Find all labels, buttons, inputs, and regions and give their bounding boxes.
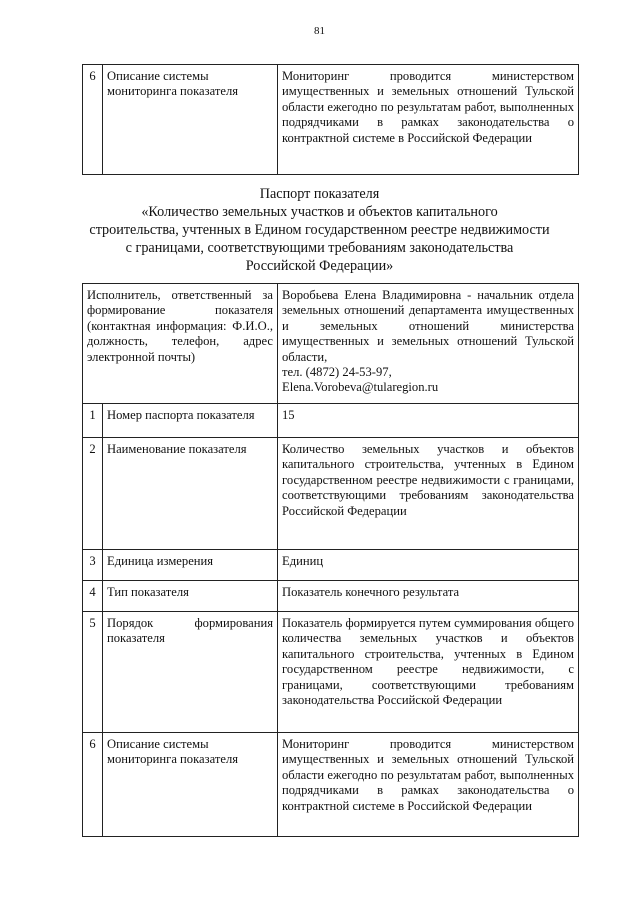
executor-value	[278, 284, 579, 404]
executor-name-position: Воробьева Елена Владимировна - начальник отдела земельных отношений департамента имущественных и земельных отношений министерства имущественных и земельных отношений Тульской области,	[282, 288, 574, 364]
row-value: Показатель конечного результата	[278, 581, 579, 612]
executor-email: Elena.Vorobeva@tularegion.ru	[282, 380, 439, 395]
row-number: 2	[83, 438, 103, 550]
passport-heading	[0, 185, 639, 275]
row-number: 4	[83, 581, 103, 612]
page-number: 81	[314, 25, 325, 37]
row-value: 15	[278, 404, 579, 438]
passport-subtitle-line: с границами, соответствующими требованиям законодательства	[125, 240, 514, 256]
executor-label: Исполнитель, ответственный за формирование показателя (контактная информация: Ф.И.О., должность, телефон, адрес электронной почты)	[83, 284, 278, 404]
passport-title: Паспорт показателя	[259, 186, 380, 202]
table-row	[83, 550, 579, 581]
continued-passport-table	[82, 64, 579, 175]
executor-row	[83, 284, 579, 404]
row-label: Номер паспорта показателя	[103, 404, 278, 438]
table-row	[83, 438, 579, 550]
row-value: Количество земельных участков и объектов капитального строительства, учтенных в Едином государственном реестре недвижимости с границами, соответствующими требованиям законодательства Российской Федерации	[278, 438, 579, 550]
row-number: 3	[83, 550, 103, 581]
passport-table	[82, 283, 579, 837]
table-row	[83, 733, 579, 837]
executor-phone: тел. (4872) 24-53-97,	[282, 365, 392, 380]
row-value: Показатель формируется путем суммирования общего количества земельных участков и объектов капитального строительства, учтенных в Едином государственном реестре недвижимости, с границами, соответствующими требованиям законодательства Российской Федерации	[278, 612, 579, 733]
passport-subtitle-line: Российской Федерации»	[245, 258, 394, 274]
row-label: Тип показателя	[103, 581, 278, 612]
row-label: Описание системы мониторинга показателя	[103, 65, 278, 175]
row-number: 1	[83, 404, 103, 438]
row-label: Наименование показателя	[103, 438, 278, 550]
table-row	[83, 404, 579, 438]
row-number: 6	[83, 65, 103, 175]
table-row	[83, 581, 579, 612]
row-number: 6	[83, 733, 103, 837]
passport-subtitle-line: «Количество земельных участков и объектов капитального	[141, 204, 498, 220]
table-row	[83, 65, 579, 175]
row-number: 5	[83, 612, 103, 733]
passport-subtitle-line: строительства, учтенных в Едином государственном реестре недвижимости	[89, 222, 550, 238]
table-row	[83, 612, 579, 733]
row-value: Мониторинг проводится министерством имущественных и земельных отношений Тульской области ежегодно по результатам работ, выполненных подрядчиками в рамках законодательства о контрактной системе в Российской Федерации	[278, 65, 579, 175]
row-value: Мониторинг проводится министерством имущественных и земельных отношений Тульской области ежегодно по результатам работ, выполненных подрядчиками в рамках законодательства о контрактной системе в Российской Федерации	[278, 733, 579, 837]
row-label: Порядок формирования показателя	[103, 612, 278, 733]
row-value: Единиц	[278, 550, 579, 581]
row-label: Единица измерения	[103, 550, 278, 581]
row-label: Описание системы мониторинга показателя	[103, 733, 278, 837]
